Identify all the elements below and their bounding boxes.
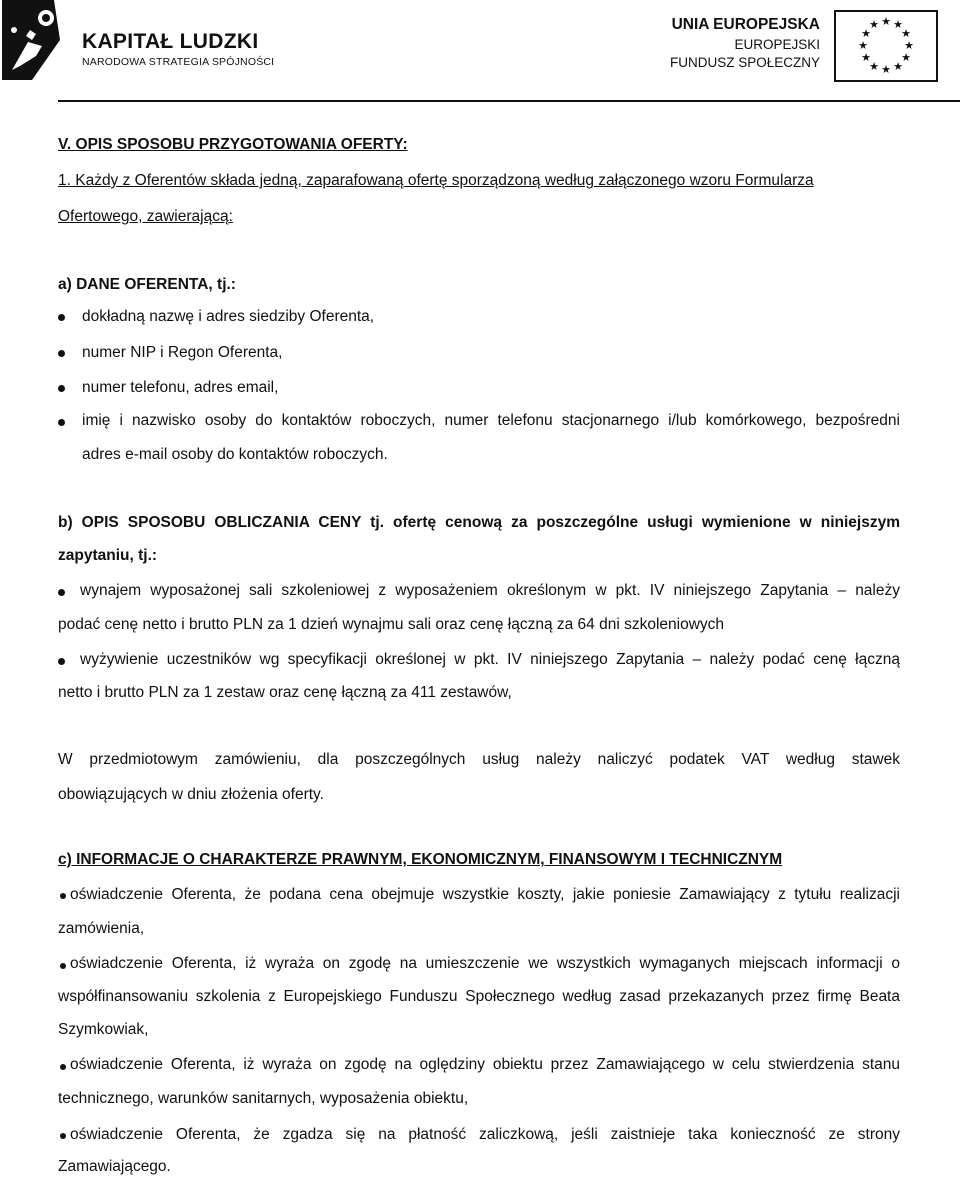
bullet-icon	[58, 385, 65, 392]
intro-line-2: Ofertowego, zawierającą:	[58, 208, 233, 225]
list-item-continuation: Zamawiającego.	[58, 1158, 171, 1175]
list-item: dokładną nazwę i adres siedziby Oferenta,	[82, 308, 375, 325]
vat-note-line-2: obowiązujących w dniu złożenia oferty.	[58, 786, 324, 803]
svg-text:★: ★	[904, 39, 914, 52]
svg-text:★: ★	[881, 63, 891, 76]
bullet-icon	[60, 963, 66, 969]
svg-text:★: ★	[869, 18, 879, 31]
bullet-icon	[60, 1133, 66, 1139]
list-item-continuation: technicznego, warunków sanitarnych, wyposażenia obiektu,	[58, 1090, 469, 1107]
svg-text:★: ★	[893, 18, 903, 31]
list-item-continuation: zamówienia,	[58, 920, 145, 937]
svg-text:★: ★	[861, 27, 871, 40]
list-item-continuation: podać cenę netto i brutto PLN za 1 dzień wynajmu sali oraz cenę łączną za 64 dni szkoleniowych	[58, 616, 725, 633]
svg-text:★: ★	[901, 27, 911, 40]
eu-title: UNIA EUROPEJSKA	[671, 16, 820, 33]
intro-line-1: 1. Każdy z Oferentów składa jedną, zaparafowaną ofertę sporządzoną według załączonego wzoru Formularza	[58, 172, 814, 189]
list-item: oświadczenie Oferenta, że podana cena obejmuje wszystkie koszty, jakie poniesie Zamawiający z tytułu realizacji	[70, 886, 900, 903]
list-item: numer telefonu, adres email,	[82, 379, 279, 396]
eu-fund-line2: FUNDUSZ SPOŁECZNY	[669, 55, 820, 70]
kapital-ludzki-logo-icon	[2, 0, 62, 80]
section-b-heading-cont: zapytaniu, tj.:	[58, 547, 158, 564]
list-item-continuation: adres e-mail osoby do kontaktów roboczych.	[82, 446, 388, 463]
list-item-continuation: netto i brutto PLN za 1 zestaw oraz cenę łączną za 411 zestawów,	[58, 684, 512, 701]
eu-flag-icon	[834, 10, 938, 82]
logo-title: KAPITAŁ LUDZKI	[82, 30, 259, 53]
section-b-heading: b) OPIS SPOSOBU OBLICZANIA CENY tj. ofertę cenową za poszczególne usługi wymienione w niniejszym	[58, 514, 900, 531]
list-item: wynajem wyposażonej sali szkoleniowej z wyposażeniem określonym w pkt. IV niniejszego Zapytania – należy	[80, 582, 900, 599]
list-item: numer NIP i Regon Oferenta,	[82, 344, 283, 361]
bullet-icon	[58, 658, 65, 665]
list-item: oświadczenie Oferenta, że zgadza się na płatność zaliczkową, jeśli zaistnieje taka konieczność ze strony	[70, 1126, 900, 1143]
svg-text:★: ★	[881, 15, 891, 28]
vat-note-line-1: W przedmiotowym zamówieniu, dla poszczególnych usług należy naliczyć podatek VAT według stawek	[58, 751, 900, 768]
svg-text:★: ★	[861, 51, 871, 64]
logo-subtitle: NARODOWA STRATEGIA SPÓJNOŚCI	[82, 56, 275, 68]
svg-text:★: ★	[869, 60, 879, 73]
bullet-icon	[58, 589, 65, 596]
list-item-continuation: współfinansowaniu szkolenia z Europejskiego Funduszu Społecznego według zasad przekazanych przez firmę Beata	[58, 988, 900, 1005]
list-item: oświadczenie Oferenta, iż wyraża on zgodę na oględziny obiektu przez Zamawiającego w celu stwierdzenia stanu	[70, 1056, 900, 1073]
list-item-continuation: Szymkowiak,	[58, 1021, 149, 1038]
svg-text:★: ★	[901, 51, 911, 64]
page-header	[0, 0, 960, 104]
section-a-heading: a) DANE OFERENTA, tj.:	[58, 276, 236, 293]
section-c-heading: c) INFORMACJE O CHARAKTERZE PRAWNYM, EKONOMICZNYM, FINANSOWYM I TECHNICZNYM	[58, 851, 783, 868]
bullet-icon	[60, 893, 66, 899]
bullet-icon	[58, 350, 65, 357]
header-divider	[58, 100, 960, 102]
svg-text:★: ★	[893, 60, 903, 73]
list-item: imię i nazwisko osoby do kontaktów roboczych, numer telefonu stacjonarnego i/lub komórkowego, bezpośredni	[82, 412, 900, 429]
bullet-icon	[58, 419, 65, 426]
list-item: wyżywienie uczestników wg specyfikacji określonej w pkt. IV niniejszego Zapytania – należy podać cenę łączną	[80, 651, 900, 668]
eu-fund-line1: EUROPEJSKI	[734, 37, 820, 52]
section-title: V. OPIS SPOSOBU PRZYGOTOWANIA OFERTY:	[58, 136, 408, 153]
svg-text:★: ★	[858, 39, 868, 52]
bullet-icon	[60, 1064, 66, 1070]
list-item: oświadczenie Oferenta, iż wyraża on zgodę na umieszczenie we wszystkich wymaganych miejscach informacji o	[70, 955, 900, 972]
bullet-icon	[58, 314, 65, 321]
